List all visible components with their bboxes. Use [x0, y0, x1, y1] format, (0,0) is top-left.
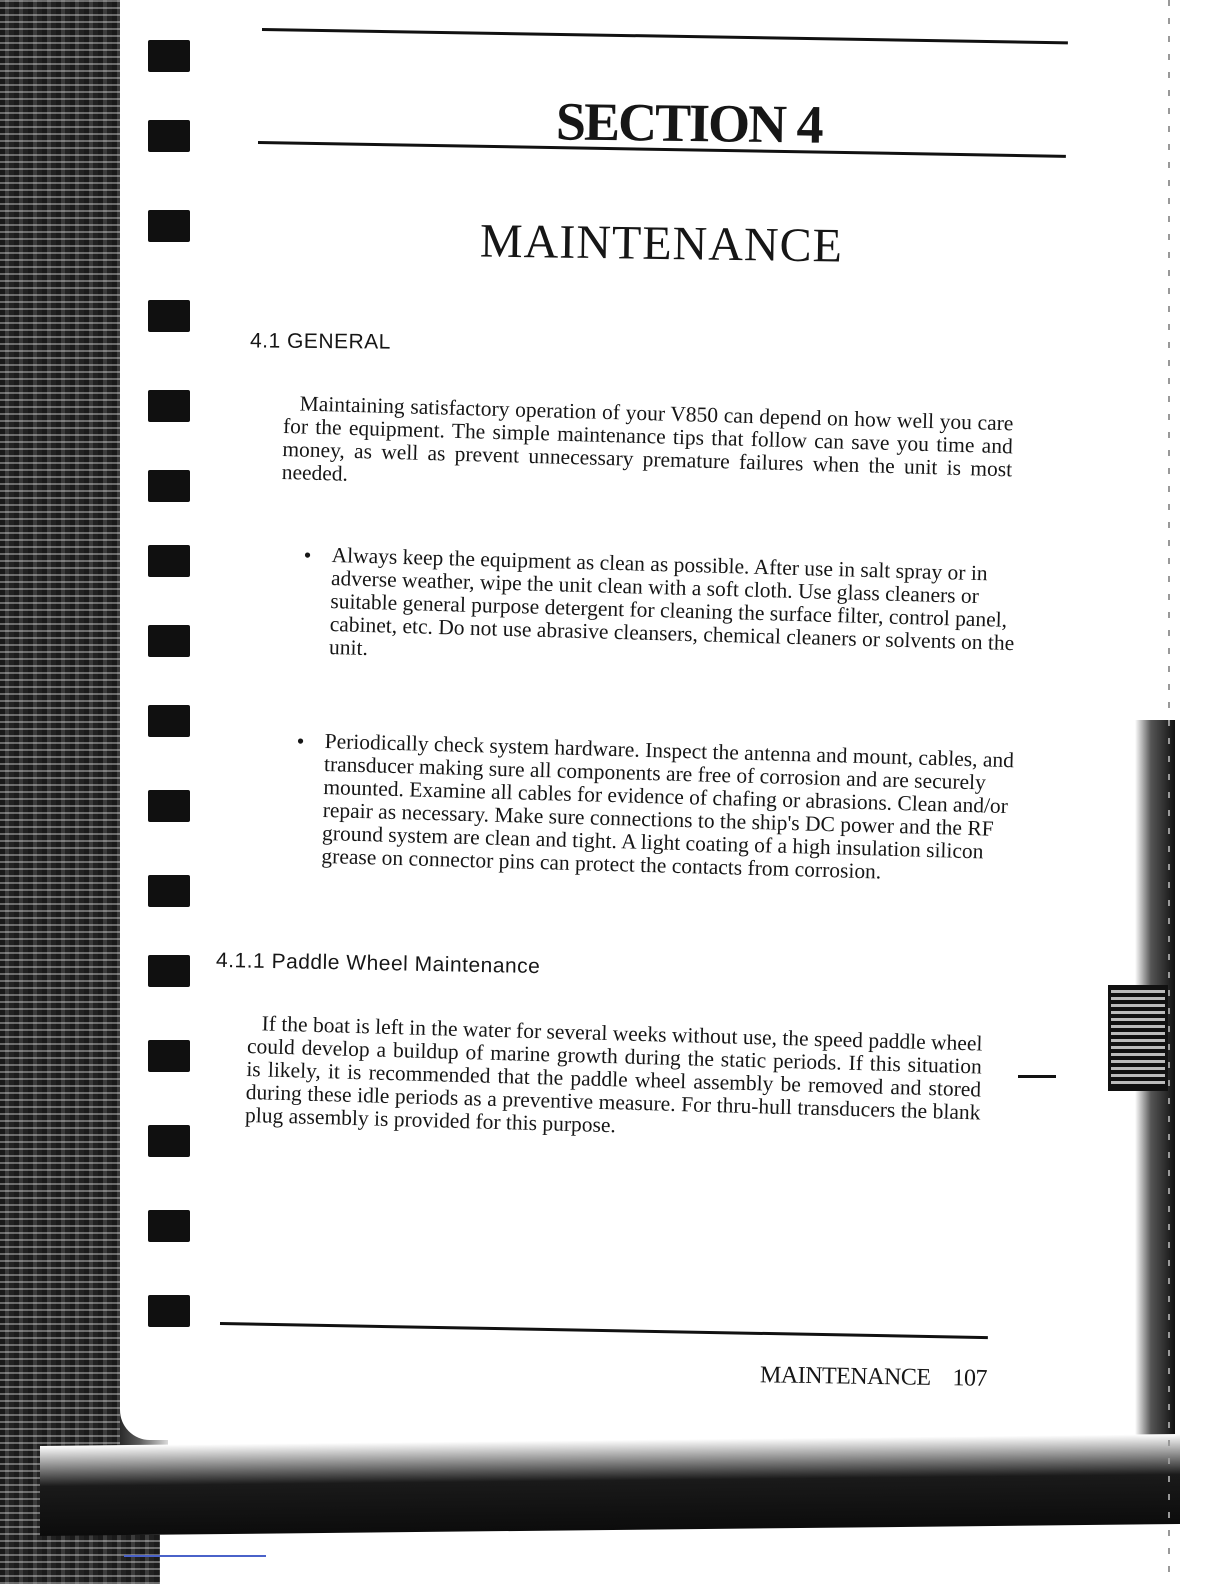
binder-ring: [148, 1295, 190, 1327]
binder-ring: [148, 1040, 190, 1072]
page-footer: [760, 1362, 987, 1393]
chapter-title: MAINTENANCE: [479, 214, 844, 273]
binder-ring: [148, 470, 190, 502]
binder-ring: [148, 1125, 190, 1157]
binder-ring: [148, 300, 190, 332]
section-title: SECTION 4: [555, 91, 822, 155]
bullet-text: Always keep the equipment as clean as possible. After use in salt spray or in adverse weather, wipe the unit clean with a soft cloth. Use glass cleaners or suitable general purpose detergent for cleaning the surface filter, control panel, cabinet, etc. Do not use abrasive cleansers, chemical cleaners or solvents on the unit.: [328, 543, 1015, 661]
footer-running-title: MAINTENANCE: [759, 1362, 931, 1391]
scan-artifact-line: [124, 1555, 266, 1557]
paddle-wheel-paragraph: If the boat is left in the water for several weeks without use, the speed paddle wheel could develop a buildup of marine growth during the static periods. If this situation is likely, it is recommended that the paddle wheel assembly be removed and stored during these idle periods as a preventive measure. For thru-hull transducers the blank plug assembly is provided for this purpose.: [244, 1011, 983, 1138]
general-intro-paragraph: Maintaining satisfactory operation of your V850 can depend on how well you care for the equipment. The simple maintenance tips that follow can save you time and money, as well as prevent unnecessary premature failures when the unit is most needed.: [281, 391, 1014, 486]
page-number: 107: [952, 1365, 988, 1392]
bullet-icon: •: [303, 542, 312, 568]
binder-ring: [148, 390, 190, 422]
binder-ring: [148, 545, 190, 577]
margin-mark: [1018, 1075, 1056, 1078]
bullet-text: Periodically check system hardware. Inspect the antenna and mount, cables, and transducer making sure all components are free of corrosion and are securely mounted. Examine all cables for evidence of chafing or abrasions. Clean and/or repair as necessary. Make sure connections to the ship's DC power and the RF ground system are clean and tight. A light coating of a high insulation silicon grease on connector pins can protect the contacts from corrosion.: [321, 729, 1015, 884]
binder-ring: [148, 120, 190, 152]
binder-ring: [148, 1210, 190, 1242]
bullet-item-hardware: [296, 728, 1025, 887]
binder-ring: [148, 790, 190, 822]
index-tab: [1108, 985, 1168, 1091]
binder-ring: [148, 875, 190, 907]
bullet-icon: •: [296, 728, 305, 754]
scan-edge-dots: [1168, 0, 1170, 1584]
bullet-item-cleaning: [303, 542, 1024, 678]
binder-ring: [148, 705, 190, 737]
binder-ring: [148, 625, 190, 657]
section-heading-general: 4.1 GENERAL: [249, 329, 392, 354]
binder-ring: [148, 40, 190, 72]
page-bottom-shadow: [40, 1434, 1180, 1536]
binder-ring: [148, 210, 190, 242]
section-heading-paddle-wheel: 4.1.1 Paddle Wheel Maintenance: [215, 948, 541, 979]
binder-ring: [148, 955, 190, 987]
